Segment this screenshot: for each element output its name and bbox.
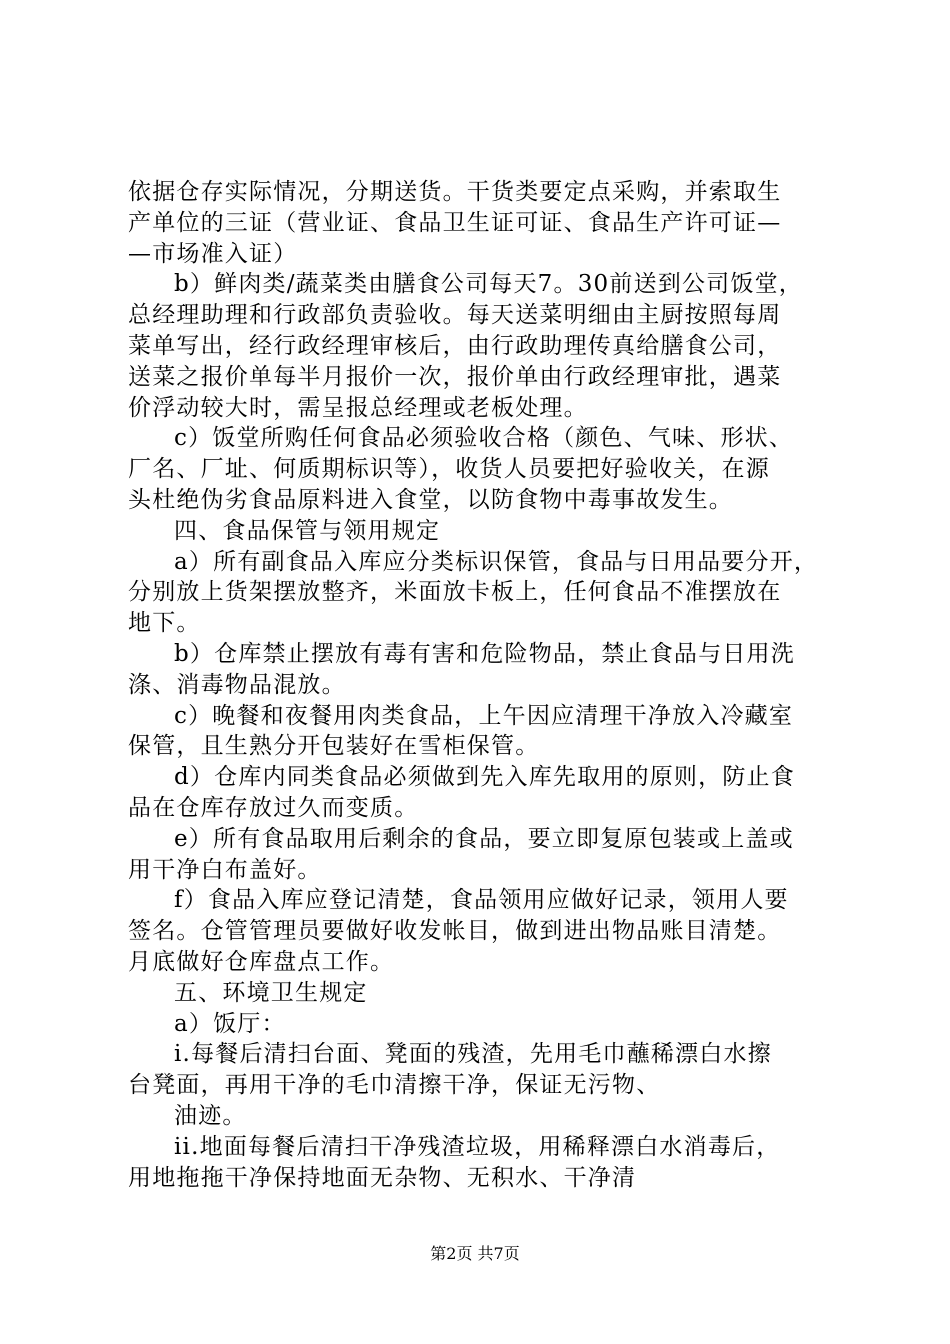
- text-line: 签名。仓管管理员要做好收发帐目，做到进出物品账目清楚。: [128, 918, 782, 945]
- text-line: 依据仓存实际情况，分期送货。干货类要定点采购，并索取生: [128, 179, 782, 205]
- text-line: —市场准入证）: [128, 240, 298, 267]
- text-line: c）晚餐和夜餐用肉类食品，上午因应清理干净放入冷藏室: [174, 702, 794, 729]
- text-line: 送菜之报价单每半月报价一次，报价单由行政经理审批，遇菜: [128, 363, 782, 390]
- text-line: 品在仓库存放过久而变质。: [128, 794, 419, 821]
- text-line: 分别放上货架摆放整齐，米面放卡板上，任何食品不准摆放在: [128, 579, 782, 606]
- text-line: 台凳面，再用干净的毛巾清擦干净，保证无污物、: [128, 1072, 661, 1099]
- text-line: ii.地面每餐后清扫干净残渣垃圾，用稀释漂白水消毒后，: [174, 1133, 781, 1160]
- text-line: 油迹。: [174, 1102, 247, 1129]
- section-heading: 五、环境卫生规定: [174, 979, 368, 1006]
- page-number: 第2页 共7页: [430, 1244, 520, 1263]
- text-line: b）鲜肉类/蔬菜类由膳食公司每天7。30前送到公司饭堂，: [174, 271, 803, 298]
- text-line: 用干净白布盖好。: [128, 856, 322, 883]
- text-line: b）仓库禁止摆放有毒有害和危险物品，禁止食品与日用洗: [174, 640, 795, 667]
- text-line: a）所有副食品入库应分类标识保管，食品与日用品要分开，: [174, 548, 819, 575]
- text-line: 菜单写出，经行政经理审核后，由行政助理传真给膳食公司，: [128, 332, 782, 359]
- text-line: f）食品入库应登记清楚，食品领用应做好记录，领用人要: [174, 887, 789, 914]
- text-line: i.每餐后清扫台面、凳面的残渣，先用毛巾蘸稀漂白水擦: [174, 1041, 772, 1068]
- text-line: 涤、消毒物品混放。: [128, 671, 346, 698]
- text-line: 厂名、厂址、何质期标识等），收货人员要把好验收关，在源: [128, 456, 770, 483]
- text-line: 头杜绝伪劣食品原料进入食堂，以防食物中毒事故发生。: [128, 486, 733, 513]
- text-line: 产单位的三证（营业证、食品卫生证可证、食品生产许可证—: [128, 209, 782, 236]
- text-line: 保管，且生熟分开包装好在雪柜保管。: [128, 733, 540, 760]
- text-line: d）仓库内同类食品必须做到先入库先取用的原则，防止食: [174, 764, 795, 791]
- text-line: a）饭厅：: [174, 1010, 286, 1037]
- document-body: [128, 177, 834, 1193]
- text-line: 地下。: [128, 610, 201, 637]
- text-line: 月底做好仓库盘点工作。: [128, 948, 395, 975]
- text-line: e）所有食品取用后剩余的食品，要立即复原包装或上盖或: [174, 825, 794, 852]
- text-line: 用地拖拖干净保持地面无杂物、无积水、干净清: [128, 1164, 637, 1191]
- section-heading: 四、食品保管与领用规定: [174, 517, 441, 544]
- text-line: c）饭堂所购任何食品必须验收合格（颜色、气味、形状、: [174, 425, 794, 452]
- text-line: 总经理助理和行政部负责验收。每天送菜明细由主厨按照每周: [128, 302, 782, 329]
- text-line: 价浮动较大时，需呈报总经理或老板处理。: [128, 394, 588, 421]
